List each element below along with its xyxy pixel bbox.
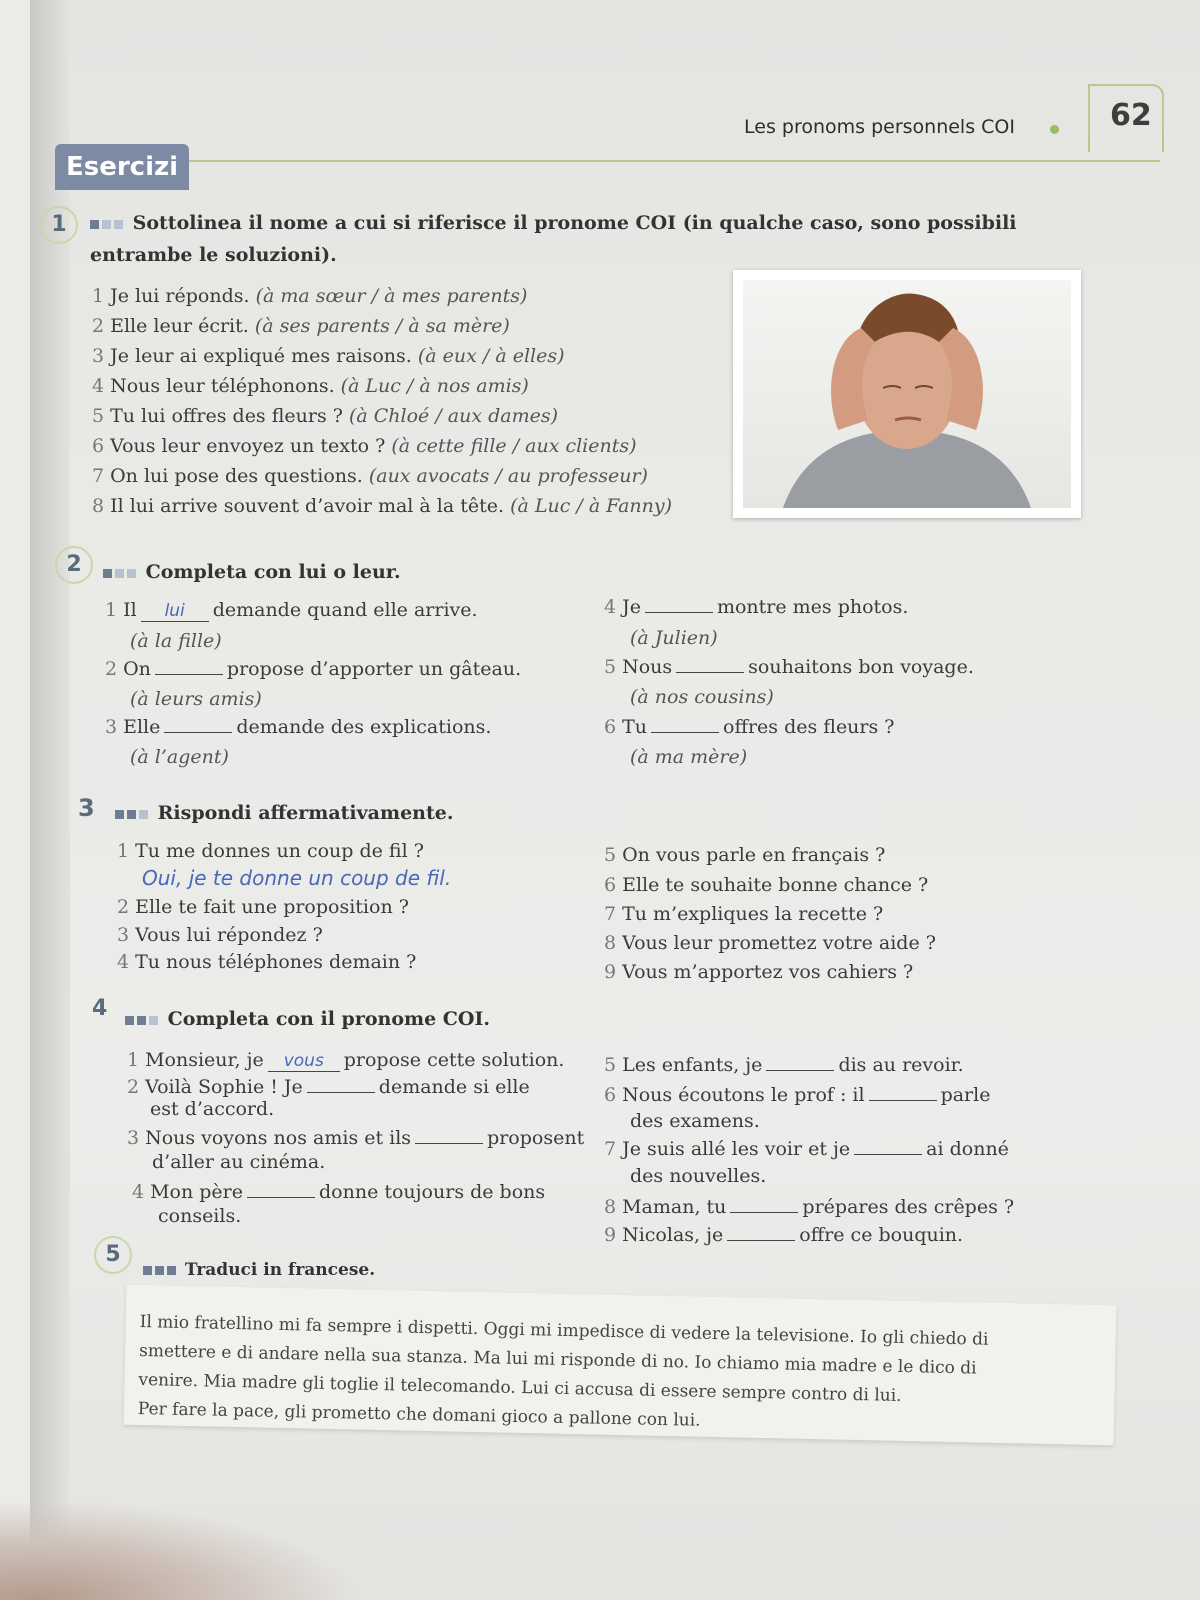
difficulty-icon xyxy=(149,1016,158,1025)
list-item-cont: d’aller au cinéma. xyxy=(152,1151,326,1173)
list-item: 4 Nous leur téléphonons. (à Luc / à nos amis) xyxy=(92,375,529,397)
difficulty-icon xyxy=(115,569,124,578)
list-item: 5 Les enfants, je dis au revoir. xyxy=(604,1054,964,1076)
answer-blank[interactable] xyxy=(727,1240,795,1241)
list-item: 7 Je suis allé les voir et je ai donné xyxy=(604,1138,1009,1160)
hint: (à la fille) xyxy=(130,630,222,652)
list-item: 4 Tu nous téléphones demain ? xyxy=(117,951,417,973)
list-item: 8 Vous leur promettez votre aide ? xyxy=(604,932,936,954)
translation-line: venire. Mia madre gli toglie il telecomando. Lui ci accusa di essere sempre contro di lui. xyxy=(138,1369,902,1406)
list-item: 6 Elle te souhaite bonne chance ? xyxy=(604,874,929,896)
answer-blank[interactable] xyxy=(676,672,744,673)
list-item: 6 Nous écoutons le prof : il parle xyxy=(604,1084,991,1106)
list-item: 9 Vous m’apportez vos cahiers ? xyxy=(604,961,914,983)
list-item-cont: est d’accord. xyxy=(150,1098,275,1120)
list-item: 4 Je montre mes photos. xyxy=(604,596,909,618)
answer-blank[interactable] xyxy=(155,674,223,675)
exercise-1-instruction xyxy=(90,212,1017,234)
answer-blank[interactable] xyxy=(869,1100,937,1101)
list-item: 4 Mon père donne toujours de bons xyxy=(132,1181,546,1203)
list-item-cont: conseils. xyxy=(158,1205,242,1227)
exercise-5-number: 5 xyxy=(94,1236,132,1274)
list-item: 5 On vous parle en français ? xyxy=(604,844,886,866)
hint: (à ma mère) xyxy=(630,746,748,768)
list-item: 9 Nicolas, je offre ce bouquin. xyxy=(604,1224,964,1246)
list-item: 3 Nous voyons nos amis et ils proposent xyxy=(127,1127,585,1149)
answer-blank[interactable]: vous xyxy=(268,1051,340,1072)
difficulty-icon xyxy=(127,810,136,819)
translation-line: Il mio fratellino mi fa sempre i dispetti. Oggi mi impedisce di vedere la televisione. Io gli chiedo di xyxy=(139,1311,989,1350)
answer-blank[interactable] xyxy=(766,1070,834,1071)
list-item: 3 Vous lui répondez ? xyxy=(117,924,323,946)
answer-blank[interactable] xyxy=(651,732,719,733)
list-item: 1 Tu me donnes un coup de fil ? xyxy=(117,840,424,862)
exercise-3-number: 3 xyxy=(78,794,95,822)
translation-line: Per fare la pace, gli prometto che domani gioco a pallone con lui. xyxy=(137,1398,701,1431)
answer-blank[interactable]: lui xyxy=(141,601,209,622)
list-item: 6 Vous leur envoyez un texto ? (à cette fille / aux clients) xyxy=(92,435,637,457)
exercise-1-number: 1 xyxy=(40,206,78,244)
list-item-cont: des nouvelles. xyxy=(630,1165,767,1187)
difficulty-icon xyxy=(155,1266,164,1275)
difficulty-icon xyxy=(102,220,111,229)
difficulty-icon xyxy=(139,810,148,819)
difficulty-icon xyxy=(114,220,123,229)
hint: (à leurs amis) xyxy=(130,688,262,710)
difficulty-icon xyxy=(137,1016,146,1025)
list-item: 3 Elle demande des explications. xyxy=(105,716,492,738)
answer-blank[interactable] xyxy=(307,1092,375,1093)
exercise-3-instruction-text: Rispondi affermativamente. xyxy=(157,802,454,824)
difficulty-icon xyxy=(103,569,112,578)
difficulty-icon xyxy=(127,569,136,578)
running-title: Les pronoms personnels COI xyxy=(744,116,1015,138)
exercise-3-instruction xyxy=(115,802,453,824)
list-item: 1 Je lui réponds. (à ma sœur / à mes parents) xyxy=(92,285,528,307)
hint: (à l’agent) xyxy=(130,746,229,768)
translation-line: smettere e di andare nella sua stanza. Ma lui mi risponde di no. Io chiamo mia madre e le dico di xyxy=(138,1340,977,1379)
stressed-student-illustration xyxy=(743,280,1071,508)
difficulty-icon xyxy=(143,1266,152,1275)
list-item: 7 Tu m’expliques la recette ? xyxy=(604,903,884,925)
answer-blank[interactable] xyxy=(854,1154,922,1155)
answer-blank[interactable] xyxy=(645,612,713,613)
page-number: 62 xyxy=(1110,98,1152,133)
answer-blank[interactable] xyxy=(730,1212,798,1213)
list-item: 5 Tu lui offres des fleurs ? (à Chloé / aux dames) xyxy=(92,405,559,427)
list-item: 2 Elle te fait une proposition ? xyxy=(117,896,409,918)
list-item: 7 On lui pose des questions. (aux avocats / au professeur) xyxy=(92,465,648,487)
header-rule xyxy=(180,160,1160,162)
list-item: 1 Il lui demande quand elle arrive. xyxy=(105,599,478,621)
handwritten-answer[interactable]: Oui, je te donne un coup de fil. xyxy=(142,866,452,890)
exercise-5-instruction xyxy=(143,1260,375,1280)
hint: (à Julien) xyxy=(630,627,718,649)
list-item: 5 Nous souhaitons bon voyage. xyxy=(604,656,974,678)
answer-blank[interactable] xyxy=(164,732,232,733)
exercise-2-number: 2 xyxy=(55,546,93,584)
list-item: 1 Monsieur, je vous propose cette solution. xyxy=(127,1049,565,1071)
exercise-4-number: 4 xyxy=(92,996,108,1021)
difficulty-icon xyxy=(167,1266,176,1275)
list-item: 2 On propose d’apporter un gâteau. xyxy=(105,658,522,680)
hand-in-frame xyxy=(0,1500,360,1600)
exercise-1-instruction-text: Sottolinea il nome a cui si riferisce il pronome COI (in qualche caso, sono possibili xyxy=(132,212,1017,234)
header-bullet xyxy=(1050,125,1059,134)
exercise-2-instruction xyxy=(103,561,401,583)
list-item: 2 Elle leur écrit. (à ses parents / à sa mère) xyxy=(92,315,510,337)
list-item: 8 Il lui arrive souvent d’avoir mal à la tête. (à Luc / à Fanny) xyxy=(92,495,673,517)
translation-text xyxy=(138,1308,1080,1444)
list-item: 8 Maman, tu prépares des crêpes ? xyxy=(604,1196,1015,1218)
hint: (à nos cousins) xyxy=(630,686,774,708)
headache-photo xyxy=(733,270,1081,518)
exercise-4-instruction xyxy=(125,1008,490,1030)
exercise-5-instruction-text: Traduci in francese. xyxy=(184,1260,376,1280)
difficulty-icon xyxy=(125,1016,134,1025)
exercise-1-instruction-cont: entrambe le soluzioni). xyxy=(90,244,337,266)
section-label: Esercizi xyxy=(55,144,189,190)
exercise-4-instruction-text: Completa con il pronome COI. xyxy=(167,1008,490,1030)
answer-blank[interactable] xyxy=(415,1143,483,1144)
list-item-cont: des examens. xyxy=(630,1110,760,1132)
difficulty-icon xyxy=(115,810,124,819)
list-item: 2 Voilà Sophie ! Je demande si elle xyxy=(127,1076,530,1098)
exercise-2-instruction-text: Completa con lui o leur. xyxy=(145,561,401,583)
difficulty-icon xyxy=(90,220,99,229)
answer-blank[interactable] xyxy=(247,1197,315,1198)
list-item: 6 Tu offres des fleurs ? xyxy=(604,716,895,738)
list-item: 3 Je leur ai expliqué mes raisons. (à eux / à elles) xyxy=(92,345,565,367)
